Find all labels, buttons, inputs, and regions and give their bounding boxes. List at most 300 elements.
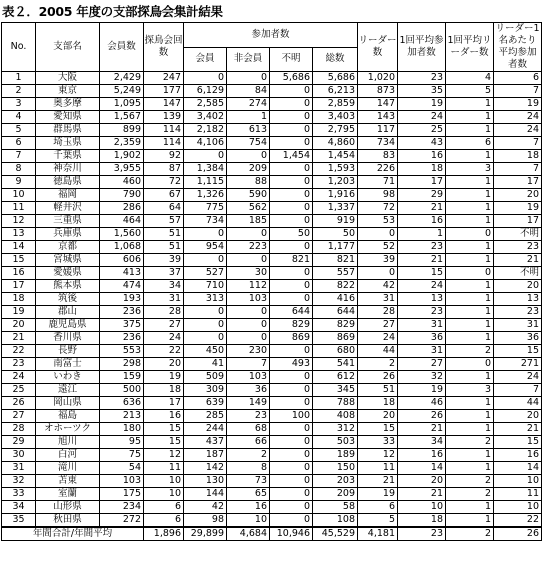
cell-unknown: 0 <box>270 345 313 358</box>
cell-members: 1,567 <box>100 111 144 124</box>
cell-total: 644 <box>313 306 358 319</box>
cell-member: 2,585 <box>184 98 227 111</box>
cell-members: 1,095 <box>100 98 144 111</box>
cell-events: 11 <box>144 462 184 475</box>
cell-nonmember: 223 <box>227 241 270 254</box>
cell-branch: 愛媛県 <box>36 267 100 280</box>
cell-members: 54 <box>100 462 144 475</box>
cell-avg-participants: 26 <box>398 410 446 423</box>
table-row <box>2 150 542 163</box>
cell-nonmember: 0 <box>227 332 270 345</box>
cell-no: 35 <box>2 514 36 528</box>
cell-members: 234 <box>100 501 144 514</box>
cell-members: 606 <box>100 254 144 267</box>
cell-nonmember: 88 <box>227 176 270 189</box>
cell-total: 108 <box>313 514 358 528</box>
cell-events: 16 <box>144 410 184 423</box>
cell-unknown: 0 <box>270 98 313 111</box>
cell-leaders: 6 <box>358 501 398 514</box>
cell-total: 345 <box>313 384 358 397</box>
cell-members: 95 <box>100 436 144 449</box>
cell-member: 98 <box>184 514 227 528</box>
table-title: 表２．2005 年度の支部探鳥会集計結果 <box>2 4 223 19</box>
cell-avg-participants: 29 <box>398 189 446 202</box>
cell-branch: 秋田県 <box>36 514 100 528</box>
table-row <box>2 72 542 85</box>
cell-leaders: 21 <box>358 475 398 488</box>
cell-member: 130 <box>184 475 227 488</box>
cell-members: 236 <box>100 332 144 345</box>
cell-avg-leaders: 1 <box>446 176 494 189</box>
cell-unknown: 493 <box>270 358 313 371</box>
cell-avg-leaders: 1 <box>446 514 494 528</box>
cell-leaders: 5 <box>358 514 398 528</box>
cell-avg-leaders: 1 <box>446 111 494 124</box>
cell-events: 22 <box>144 345 184 358</box>
cell-leaders: 18 <box>358 397 398 410</box>
cell-per-leader: 271 <box>494 358 542 371</box>
cell-unknown: 0 <box>270 384 313 397</box>
cell-per-leader: 不明 <box>494 228 542 241</box>
cell-no: 29 <box>2 436 36 449</box>
cell-members: 474 <box>100 280 144 293</box>
cell-total: 869 <box>313 332 358 345</box>
cell-unknown: 0 <box>270 85 313 98</box>
cell-member: 0 <box>184 228 227 241</box>
cell-members: 464 <box>100 215 144 228</box>
cell-avg-participants: 19 <box>398 384 446 397</box>
cell-avg-leaders: 1 <box>446 124 494 137</box>
cell-no: 21 <box>2 332 36 345</box>
cell-per-leader: 7 <box>494 137 542 150</box>
cell-unknown: 1,454 <box>270 150 313 163</box>
cell-total: 788 <box>313 397 358 410</box>
cell-per-leader: 15 <box>494 436 542 449</box>
cell-total: 919 <box>313 215 358 228</box>
cell-avg-leaders: 1 <box>446 189 494 202</box>
cell-leaders: 11 <box>358 462 398 475</box>
cell-member: 3,402 <box>184 111 227 124</box>
total-avg-participants: 23 <box>398 527 446 541</box>
cell-per-leader: 23 <box>494 306 542 319</box>
cell-total: 503 <box>313 436 358 449</box>
cell-nonmember: 185 <box>227 215 270 228</box>
cell-events: 37 <box>144 267 184 280</box>
cell-avg-participants: 1 <box>398 228 446 241</box>
cell-nonmember: 103 <box>227 293 270 306</box>
cell-avg-leaders: 1 <box>446 462 494 475</box>
cell-unknown: 0 <box>270 436 313 449</box>
cell-events: 6 <box>144 501 184 514</box>
cell-no: 9 <box>2 176 36 189</box>
cell-leaders: 26 <box>358 371 398 384</box>
cell-leaders: 20 <box>358 410 398 423</box>
cell-member: 4,106 <box>184 137 227 150</box>
cell-no: 1 <box>2 72 36 85</box>
cell-avg-leaders: 1 <box>446 449 494 462</box>
cell-total: 4,860 <box>313 137 358 150</box>
cell-total: 3,403 <box>313 111 358 124</box>
cell-avg-participants: 14 <box>398 462 446 475</box>
cell-no: 19 <box>2 306 36 319</box>
cell-events: 87 <box>144 163 184 176</box>
cell-member: 954 <box>184 241 227 254</box>
table-row <box>2 98 542 111</box>
cell-avg-participants: 10 <box>398 501 446 514</box>
cell-per-leader: 7 <box>494 163 542 176</box>
cell-unknown: 0 <box>270 462 313 475</box>
table-row <box>2 293 542 306</box>
total-per-leader: 26 <box>494 527 542 541</box>
cell-avg-participants: 13 <box>398 293 446 306</box>
cell-per-leader: 20 <box>494 410 542 423</box>
cell-branch: 苫東 <box>36 475 100 488</box>
cell-avg-leaders: 1 <box>446 280 494 293</box>
cell-events: 31 <box>144 293 184 306</box>
cell-no: 4 <box>2 111 36 124</box>
table-row <box>2 384 542 397</box>
cell-avg-leaders: 2 <box>446 345 494 358</box>
cell-leaders: 734 <box>358 137 398 150</box>
cell-total: 189 <box>313 449 358 462</box>
cell-avg-leaders: 1 <box>446 332 494 345</box>
total-unknown: 10,946 <box>270 527 313 541</box>
cell-total: 408 <box>313 410 358 423</box>
cell-leaders: 51 <box>358 384 398 397</box>
cell-branch: 東京 <box>36 85 100 98</box>
cell-avg-participants: 35 <box>398 85 446 98</box>
cell-per-leader: 不明 <box>494 267 542 280</box>
cell-avg-participants: 21 <box>398 254 446 267</box>
cell-avg-leaders: 2 <box>446 436 494 449</box>
cell-per-leader: 16 <box>494 449 542 462</box>
cell-nonmember: 0 <box>227 72 270 85</box>
cell-avg-leaders: 1 <box>446 293 494 306</box>
cell-nonmember: 30 <box>227 267 270 280</box>
cell-no: 25 <box>2 384 36 397</box>
cell-avg-leaders: 1 <box>446 397 494 410</box>
cell-events: 247 <box>144 72 184 85</box>
total-avg-leaders: 2 <box>446 527 494 541</box>
cell-total: 312 <box>313 423 358 436</box>
cell-branch: 筑後 <box>36 293 100 306</box>
cell-events: 19 <box>144 371 184 384</box>
cell-avg-participants: 27 <box>398 358 446 371</box>
table-row <box>2 124 542 137</box>
cell-unknown: 644 <box>270 306 313 319</box>
cell-avg-leaders: 6 <box>446 137 494 150</box>
cell-per-leader: 7 <box>494 85 542 98</box>
table-row <box>2 319 542 332</box>
cell-unknown: 0 <box>270 514 313 528</box>
cell-events: 51 <box>144 241 184 254</box>
cell-avg-participants: 21 <box>398 202 446 215</box>
cell-no: 24 <box>2 371 36 384</box>
cell-leaders: 44 <box>358 345 398 358</box>
cell-branch: 滝川 <box>36 462 100 475</box>
col-header-participants: 参加者数 <box>184 23 358 48</box>
cell-per-leader: 36 <box>494 332 542 345</box>
cell-nonmember: 68 <box>227 423 270 436</box>
cell-member: 0 <box>184 150 227 163</box>
cell-total: 680 <box>313 345 358 358</box>
cell-avg-participants: 16 <box>398 449 446 462</box>
total-nonmember: 4,684 <box>227 527 270 541</box>
cell-no: 32 <box>2 475 36 488</box>
cell-members: 286 <box>100 202 144 215</box>
cell-unknown: 5,686 <box>270 72 313 85</box>
cell-members: 236 <box>100 306 144 319</box>
cell-leaders: 42 <box>358 280 398 293</box>
cell-no: 15 <box>2 254 36 267</box>
cell-branch: 兵庫県 <box>36 228 100 241</box>
cell-avg-leaders: 2 <box>446 488 494 501</box>
cell-branch: 遠江 <box>36 384 100 397</box>
cell-leaders: 27 <box>358 319 398 332</box>
cell-member: 144 <box>184 488 227 501</box>
cell-unknown: 0 <box>270 397 313 410</box>
cell-per-leader: 10 <box>494 475 542 488</box>
total-member: 29,899 <box>184 527 227 541</box>
table-row <box>2 189 542 202</box>
cell-total: 58 <box>313 501 358 514</box>
cell-nonmember: 2 <box>227 449 270 462</box>
col-header-per-leader: リーダー1名あたり平均参加者数 <box>495 23 540 70</box>
cell-per-leader: 23 <box>494 241 542 254</box>
cell-branch: オホーツク <box>36 423 100 436</box>
cell-total: 557 <box>313 267 358 280</box>
table-row <box>2 332 542 345</box>
cell-events: 114 <box>144 124 184 137</box>
cell-avg-participants: 43 <box>398 137 446 150</box>
cell-events: 28 <box>144 306 184 319</box>
cell-leaders: 71 <box>358 176 398 189</box>
cell-events: 6 <box>144 514 184 528</box>
cell-member: 244 <box>184 423 227 436</box>
cell-members: 899 <box>100 124 144 137</box>
cell-no: 22 <box>2 345 36 358</box>
cell-avg-participants: 21 <box>398 423 446 436</box>
cell-members: 2,429 <box>100 72 144 85</box>
cell-avg-participants: 17 <box>398 176 446 189</box>
cell-member: 710 <box>184 280 227 293</box>
cell-per-leader: 21 <box>494 423 542 436</box>
cell-total: 1,916 <box>313 189 358 202</box>
cell-avg-leaders: 3 <box>446 163 494 176</box>
cell-members: 272 <box>100 514 144 528</box>
cell-branch: 長野 <box>36 345 100 358</box>
cell-unknown: 869 <box>270 332 313 345</box>
cell-member: 41 <box>184 358 227 371</box>
cell-member: 639 <box>184 397 227 410</box>
cell-branch: 愛知県 <box>36 111 100 124</box>
table-row <box>2 202 542 215</box>
cell-avg-participants: 18 <box>398 514 446 528</box>
cell-avg-leaders: 1 <box>446 501 494 514</box>
cell-leaders: 83 <box>358 150 398 163</box>
cell-avg-leaders: 1 <box>446 371 494 384</box>
cell-member: 285 <box>184 410 227 423</box>
table-row <box>2 397 542 410</box>
cell-leaders: 28 <box>358 306 398 319</box>
cell-unknown: 821 <box>270 254 313 267</box>
cell-events: 12 <box>144 449 184 462</box>
cell-no: 28 <box>2 423 36 436</box>
cell-member: 0 <box>184 254 227 267</box>
cell-total: 612 <box>313 371 358 384</box>
cell-nonmember: 36 <box>227 384 270 397</box>
branch-summary-table <box>1 22 542 541</box>
table-row <box>2 228 542 241</box>
cell-avg-leaders: 1 <box>446 306 494 319</box>
cell-branch: 軽井沢 <box>36 202 100 215</box>
cell-per-leader: 19 <box>494 202 542 215</box>
cell-members: 5,249 <box>100 85 144 98</box>
cell-nonmember: 8 <box>227 462 270 475</box>
cell-avg-participants: 32 <box>398 371 446 384</box>
cell-total: 209 <box>313 488 358 501</box>
cell-events: 20 <box>144 358 184 371</box>
cell-leaders: 2 <box>358 358 398 371</box>
col-header-nonmember: 非会員 <box>227 47 270 72</box>
cell-branch: 宮城県 <box>36 254 100 267</box>
cell-branch: 南富士 <box>36 358 100 371</box>
cell-no: 30 <box>2 449 36 462</box>
cell-events: 10 <box>144 488 184 501</box>
cell-nonmember: 66 <box>227 436 270 449</box>
cell-total: 150 <box>313 462 358 475</box>
cell-avg-participants: 34 <box>398 436 446 449</box>
cell-per-leader: 19 <box>494 98 542 111</box>
cell-nonmember: 23 <box>227 410 270 423</box>
total-label: 年間合計/年間平均 <box>2 527 144 541</box>
cell-members: 213 <box>100 410 144 423</box>
cell-events: 114 <box>144 137 184 150</box>
cell-avg-leaders: 1 <box>446 98 494 111</box>
cell-leaders: 24 <box>358 332 398 345</box>
cell-no: 23 <box>2 358 36 371</box>
cell-events: 34 <box>144 280 184 293</box>
cell-members: 159 <box>100 371 144 384</box>
cell-branch: 神奈川 <box>36 163 100 176</box>
cell-members: 1,068 <box>100 241 144 254</box>
cell-members: 175 <box>100 488 144 501</box>
cell-per-leader: 20 <box>494 280 542 293</box>
cell-nonmember: 613 <box>227 124 270 137</box>
cell-no: 17 <box>2 280 36 293</box>
cell-no: 3 <box>2 98 36 111</box>
cell-member: 0 <box>184 72 227 85</box>
cell-branch: 熊本県 <box>36 280 100 293</box>
cell-per-leader: 22 <box>494 514 542 528</box>
cell-avg-participants: 23 <box>398 241 446 254</box>
cell-branch: 岡山県 <box>36 397 100 410</box>
cell-per-leader: 18 <box>494 150 542 163</box>
cell-branch: 郡山 <box>36 306 100 319</box>
cell-total: 822 <box>313 280 358 293</box>
cell-leaders: 1,020 <box>358 72 398 85</box>
cell-nonmember: 16 <box>227 501 270 514</box>
cell-avg-participants: 25 <box>398 124 446 137</box>
table-row <box>2 488 542 501</box>
cell-member: 2,182 <box>184 124 227 137</box>
table-row <box>2 345 542 358</box>
cell-total: 821 <box>313 254 358 267</box>
cell-nonmember: 590 <box>227 189 270 202</box>
cell-events: 39 <box>144 254 184 267</box>
total-total: 45,529 <box>313 527 358 541</box>
cell-members: 553 <box>100 345 144 358</box>
cell-members: 75 <box>100 449 144 462</box>
cell-leaders: 19 <box>358 488 398 501</box>
cell-leaders: 53 <box>358 215 398 228</box>
cell-unknown: 0 <box>270 124 313 137</box>
cell-member: 1,326 <box>184 189 227 202</box>
cell-nonmember: 230 <box>227 345 270 358</box>
cell-nonmember: 0 <box>227 319 270 332</box>
cell-total: 50 <box>313 228 358 241</box>
cell-nonmember: 0 <box>227 306 270 319</box>
cell-no: 16 <box>2 267 36 280</box>
cell-per-leader: 17 <box>494 215 542 228</box>
cell-avg-leaders: 1 <box>446 215 494 228</box>
cell-nonmember: 754 <box>227 137 270 150</box>
cell-no: 26 <box>2 397 36 410</box>
table-row <box>2 111 542 124</box>
cell-per-leader: 24 <box>494 124 542 137</box>
cell-branch: 福岡 <box>36 189 100 202</box>
cell-nonmember: 0 <box>227 254 270 267</box>
cell-no: 20 <box>2 319 36 332</box>
cell-no: 12 <box>2 215 36 228</box>
cell-member: 450 <box>184 345 227 358</box>
col-header-member: 会員 <box>184 47 227 72</box>
cell-nonmember: 274 <box>227 98 270 111</box>
total-leaders: 4,181 <box>358 527 398 541</box>
table-row <box>2 371 542 384</box>
cell-total: 5,686 <box>313 72 358 85</box>
cell-per-leader: 6 <box>494 72 542 85</box>
col-header-events: 探鳥会回数 <box>144 23 184 72</box>
cell-unknown: 50 <box>270 228 313 241</box>
cell-avg-participants: 16 <box>398 150 446 163</box>
cell-nonmember: 65 <box>227 488 270 501</box>
cell-total: 416 <box>313 293 358 306</box>
cell-avg-participants: 15 <box>398 267 446 280</box>
cell-avg-participants: 24 <box>398 280 446 293</box>
col-header-branch: 支部名 <box>36 23 100 72</box>
cell-members: 1,560 <box>100 228 144 241</box>
cell-avg-leaders: 2 <box>446 475 494 488</box>
cell-avg-leaders: 1 <box>446 319 494 332</box>
cell-unknown: 0 <box>270 176 313 189</box>
cell-events: 17 <box>144 397 184 410</box>
cell-unknown: 0 <box>270 371 313 384</box>
cell-avg-participants: 31 <box>398 319 446 332</box>
cell-events: 92 <box>144 150 184 163</box>
cell-branch: 奥多摩 <box>36 98 100 111</box>
table-row <box>2 423 542 436</box>
cell-leaders: 39 <box>358 254 398 267</box>
cell-per-leader: 10 <box>494 501 542 514</box>
cell-unknown: 0 <box>270 189 313 202</box>
cell-nonmember: 1 <box>227 111 270 124</box>
cell-unknown: 0 <box>270 449 313 462</box>
table-row <box>2 449 542 462</box>
cell-total: 1,177 <box>313 241 358 254</box>
total-events: 1,896 <box>144 527 184 541</box>
cell-leaders: 0 <box>358 228 398 241</box>
